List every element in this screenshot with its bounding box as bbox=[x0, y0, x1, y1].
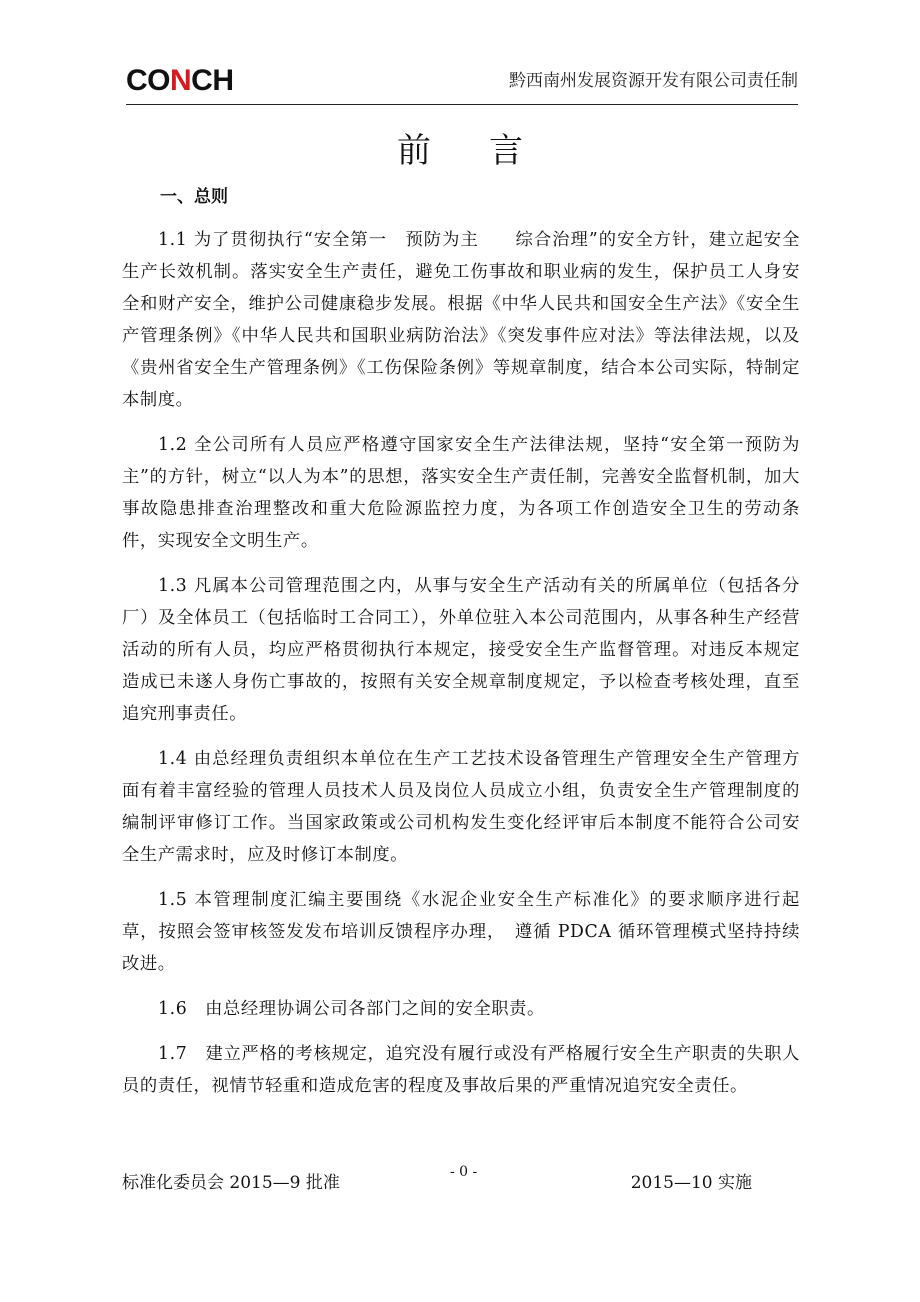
footer-page-number: - 0 - bbox=[450, 1164, 478, 1180]
conch-logo bbox=[126, 64, 234, 98]
logo-text-pre: CO bbox=[126, 64, 170, 97]
paragraph-1-3: 1.3 凡属本公司管理范围之内，从事与安全生产活动有关的所属单位（包括各分厂）及全体员工（包括临时工合同工），外单位驻入本公司范围内，从事各种生产经营活动的所有人员，均应严格贯彻执行本规定，接受安全生产监督管理。对违反本规定造成已未遂人身伤亡事故的，按照有关安全规章制度规定，予以检查考核处理，直至追究刑事责任。 bbox=[122, 576, 800, 724]
header-company-title: 黔西南州发展资源开发有限公司责任制 bbox=[509, 71, 798, 91]
paragraph-1-2: 1.2 全公司所有人员应严格遵守国家安全生产法律法规，坚持“安全第一预防为主”的方针，树立“以人为本”的思想，落实安全生产责任制，完善安全监督机制，加大事故隐患排查治理整改和重大危险源监控力度，为各项工作创造安全卫生的劳动条件，实现安全文明生产。 bbox=[122, 435, 800, 551]
paragraph-1-5: 1.5 本管理制度汇编主要围绕《水泥企业安全生产标准化》的要求顺序进行起草，按照会签审核签发发布培训反馈程序办理， 遵循 PDCA 循环管理模式坚持持续改进。 bbox=[122, 890, 800, 974]
section-heading: 一、总则 bbox=[160, 187, 228, 207]
paragraph-1-4: 1.4 由总经理负责组织本单位在生产工艺技术设备管理生产管理安全生产管理方面有着丰富经验的管理人员技术人员及岗位人员成立小组，负责安全生产管理制度的编制评审修订工作。当国家政策或公司机构发生变化经评审后本制度不能符合公司安全生产需求时，应及时修订本制度。 bbox=[122, 749, 800, 865]
logo-text-post: CH bbox=[191, 64, 234, 97]
paragraph-1-7: 1.7 建立严格的考核规定，追究没有履行或没有严格履行安全生产职责的失职人员的责任，视情节轻重和造成危害的程度及事故后果的严重情况追究安全责任。 bbox=[122, 1044, 800, 1096]
footer-effective: 2015—10 实施 bbox=[630, 1173, 752, 1193]
body-text bbox=[122, 224, 800, 1115]
page-footer bbox=[122, 1164, 752, 1196]
logo-text-accent: N bbox=[170, 64, 192, 97]
header-divider bbox=[126, 104, 798, 105]
paragraph-1-1: 1.1 为了贯彻执行“安全第一 预防为主 综合治理”的安全方针，建立起安全生产长效机制。落实安全生产责任，避免工伤事故和职业病的发生，保护员工人身安全和财产安全，维护公司健康稳步发展。根据《中华人民共和国安全生产法》《安全生产管理条例》《中华人民共和国职业病防治法》《突发事件应对法》等法律法规，以及《贵州省安全生产管理条例》《工伤保险条例》等规章制度，结合本公司实际，特制定本制度。 bbox=[122, 230, 800, 410]
paragraph-1-6: 1.6 由总经理协调公司各部门之间的安全职责。 bbox=[158, 999, 545, 1019]
footer-approval: 标准化委员会 2015—9 批准 bbox=[122, 1173, 340, 1193]
page-header bbox=[126, 60, 798, 104]
page-title: 前言 bbox=[397, 131, 581, 171]
